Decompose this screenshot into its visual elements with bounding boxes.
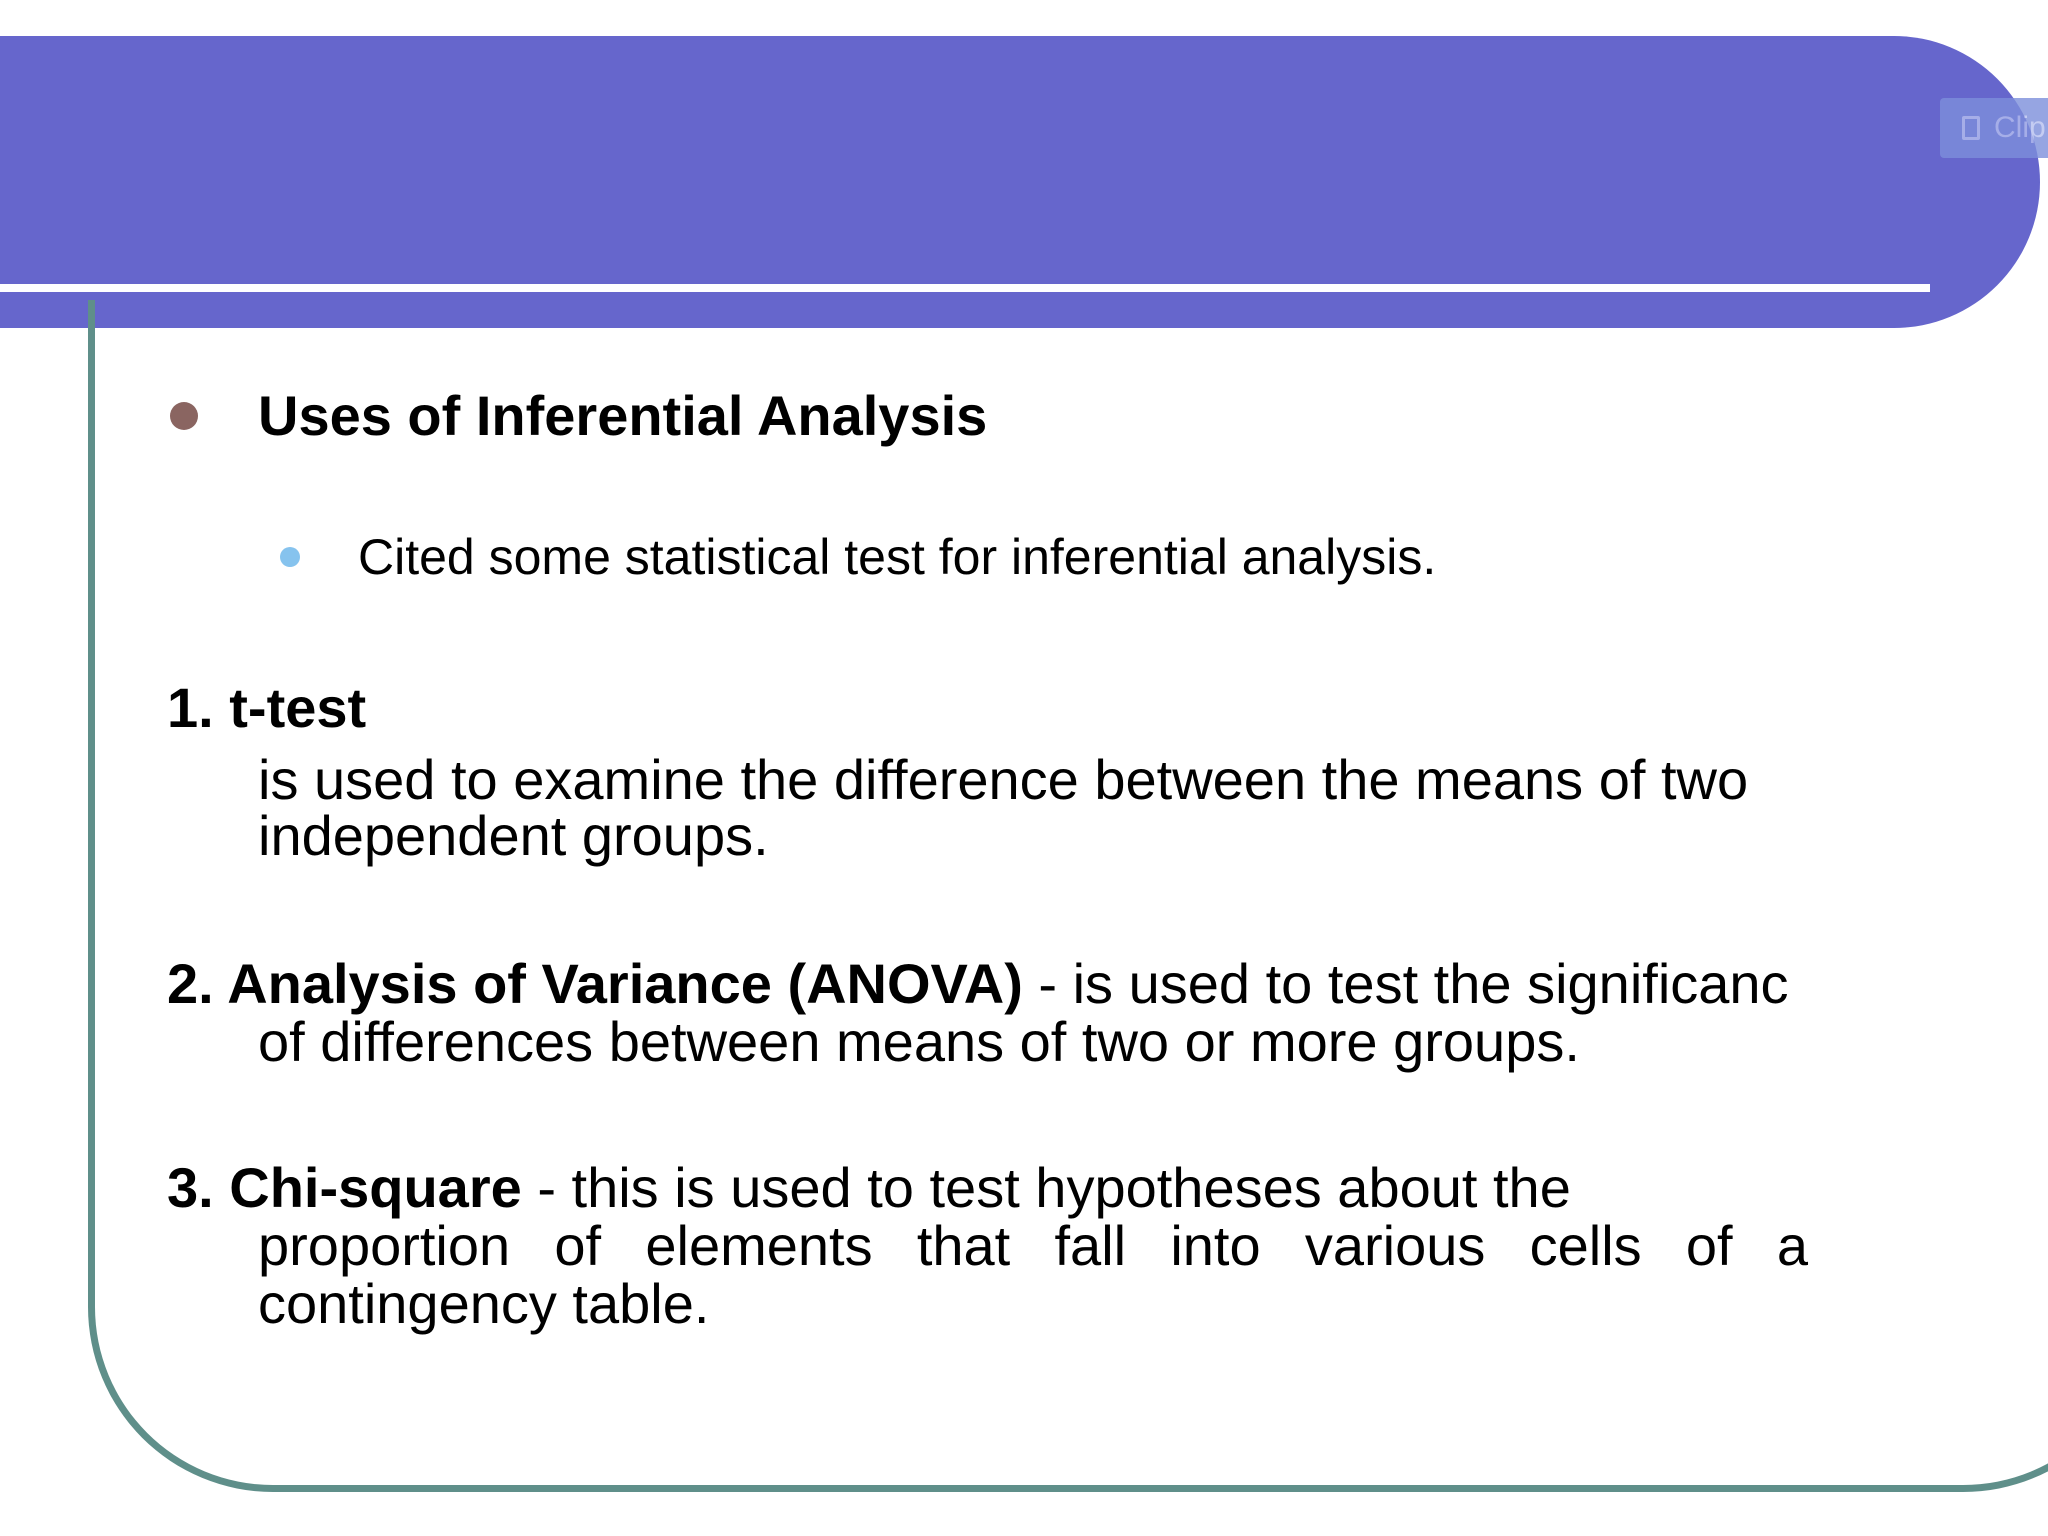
list-item-2-term: Analysis of Variance (ANOVA) — [227, 952, 1023, 1015]
list-item-3-term: Chi-square — [229, 1156, 522, 1219]
slide-heading: Uses of Inferential Analysis — [258, 384, 988, 447]
list-item-3-title — [167, 1156, 1571, 1219]
sub-bullet-icon — [280, 547, 300, 567]
list-item-2-number: 2. — [167, 952, 228, 1015]
list-item-1-title — [167, 676, 367, 739]
list-item-3-desc: - this is used to test hypotheses about the — [521, 1156, 1571, 1219]
list-item-2-title — [167, 952, 1789, 1015]
main-bullet-icon — [170, 402, 198, 430]
clip-button-label: Clip — [1994, 111, 2046, 144]
list-item-1-number: 1. — [167, 676, 230, 739]
list-item-1-line-2: independent groups. — [258, 804, 769, 867]
list-item-2-line-1: of differences between means of two or more groups. — [258, 1010, 1580, 1073]
list-item-2-desc: - is used to test the significanc — [1022, 952, 1789, 1015]
slide-subheading: Cited some statistical test for inferential analysis. — [358, 529, 1437, 585]
list-item-1-line-1: is used to examine the difference between the means of two — [258, 748, 1749, 811]
list-item-1-term: t-test — [229, 676, 367, 739]
list-item-3-line-2: contingency table. — [258, 1272, 710, 1335]
list-item-3-number: 3. — [167, 1156, 230, 1219]
list-item-3-line-1: proportion of elements that fall into various cells of a — [258, 1214, 1808, 1277]
